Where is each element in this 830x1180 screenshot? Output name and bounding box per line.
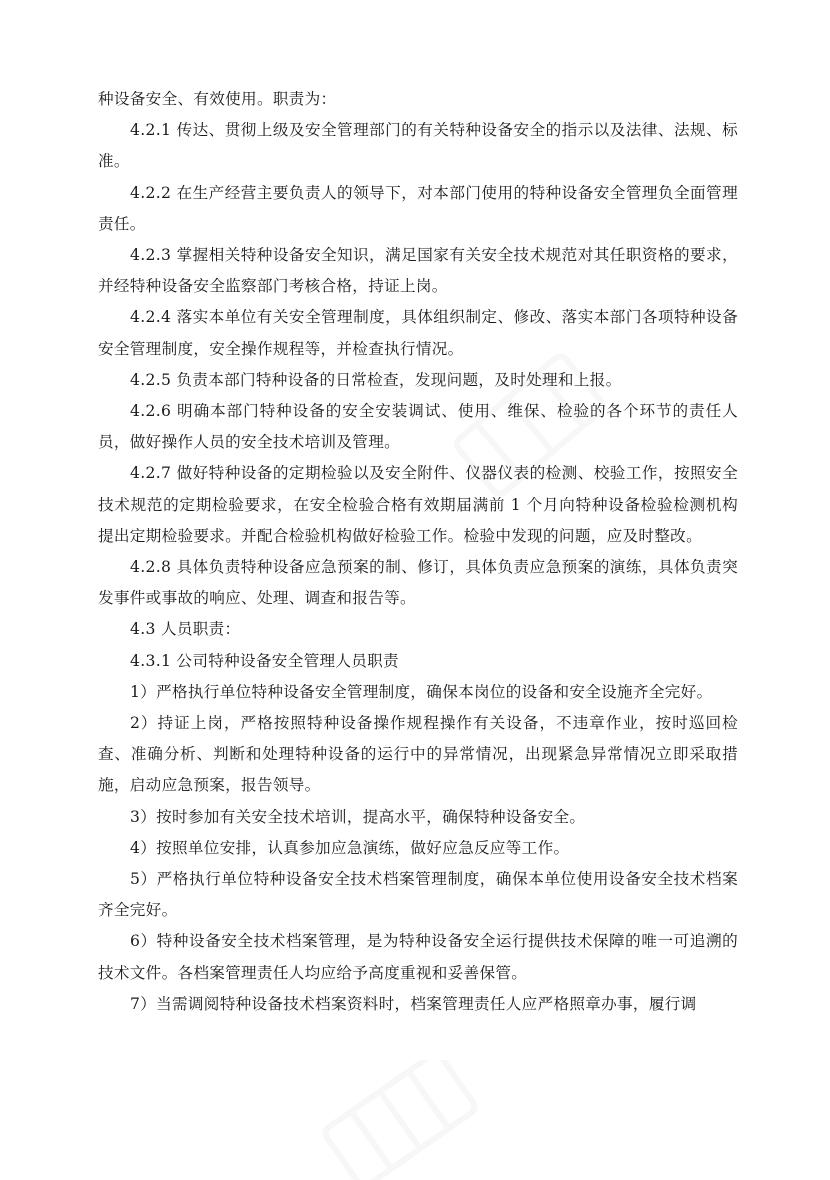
list-item-5: 5）严格执行单位特种设备安全技术档案管理制度，确保本单位使用设备安全技术档案齐全完好。 [98, 870, 738, 920]
paragraph-4-2-4: 4.2.4 落实本单位有关安全管理制度，具体组织制定、修改、落实本部门各项特种设备安全管理制度，安全操作规程等，并检查执行情况。 [98, 308, 738, 358]
heading-4-3: 4.3 人员职责： [130, 620, 241, 639]
document-body [98, 84, 738, 1020]
paragraph-4-2-1: 4.2.1 传达、贯彻上级及安全管理部门的有关特种设备安全的指示以及法律、法规、标准。 [98, 121, 738, 171]
paragraph-4-2-7: 4.2.7 做好特种设备的定期检验以及安全附件、仪器仪表的检测、校验工作，按照安全技术规范的定期检验要求，在安全检验合格有效期届满前 1 个月向特种设备检验检测机构提出定期检验要求。并配合检验机构做好检验工作。检验中发现的问题，应及时整改。 [98, 464, 738, 545]
heading-4-3-1: 4.3.1 公司特种设备安全管理人员职责 [130, 651, 399, 670]
paragraph-4-2-3: 4.2.3 掌握相关特种设备安全知识，满足国家有关安全技术规范对其任职资格的要求，并经特种设备安全监察部门考核合格，持证上岗。 [98, 246, 738, 296]
watermark-stamp-bottom [300, 1060, 500, 1180]
paragraph-4-2-8: 4.2.8 具体负责特种设备应急预案的制、修订，具体负责应急预案的演练，具体负责突发事件或事故的响应、处理、调查和报告等。 [98, 558, 738, 608]
list-item-3: 3）按时参加有关安全技术培训，提高水平，确保特种设备安全。 [130, 807, 586, 826]
list-item-2: 2）持证上岗，严格按照特种设备操作规程操作有关设备，不违章作业，按时巡回检查、准确分析、判断和处理特种设备的运行中的异常情况，出现紧急异常情况立即采取措施，启动应急预案，报告领导。 [98, 714, 738, 795]
paragraph-4-2-5: 4.2.5 负责本部门特种设备的日常检查，发现问题，及时处理和上报。 [130, 370, 622, 389]
list-item-4: 4）按照单位安排，认真参加应急演练，做好应急反应等工作。 [130, 838, 570, 857]
paragraph-continuation: 种设备安全、有效使用。职责为： [98, 90, 337, 108]
list-item-1: 1）严格执行单位特种设备安全管理制度，确保本岗位的设备和安全设施齐全完好。 [130, 682, 713, 701]
list-item-6: 6）特种设备安全技术档案管理，是为特种设备安全运行提供技术保障的唯一可追溯的技术文件。各档案管理责任人均应给予高度重视和妥善保管。 [98, 932, 738, 982]
list-item-7: 7）当需调阅特种设备技术档案资料时，档案管理责任人应严格照章办事，履行调 [130, 994, 697, 1013]
paragraph-4-2-6: 4.2.6 明确本部门特种设备的安全安装调试、使用、维保、检验的各个环节的责任人员，做好操作人员的安全技术培训及管理。 [98, 402, 738, 452]
paragraph-4-2-2: 4.2.2 在生产经营主要负责人的领导下，对本部门使用的特种设备安全管理负全面管理责任。 [98, 183, 738, 233]
